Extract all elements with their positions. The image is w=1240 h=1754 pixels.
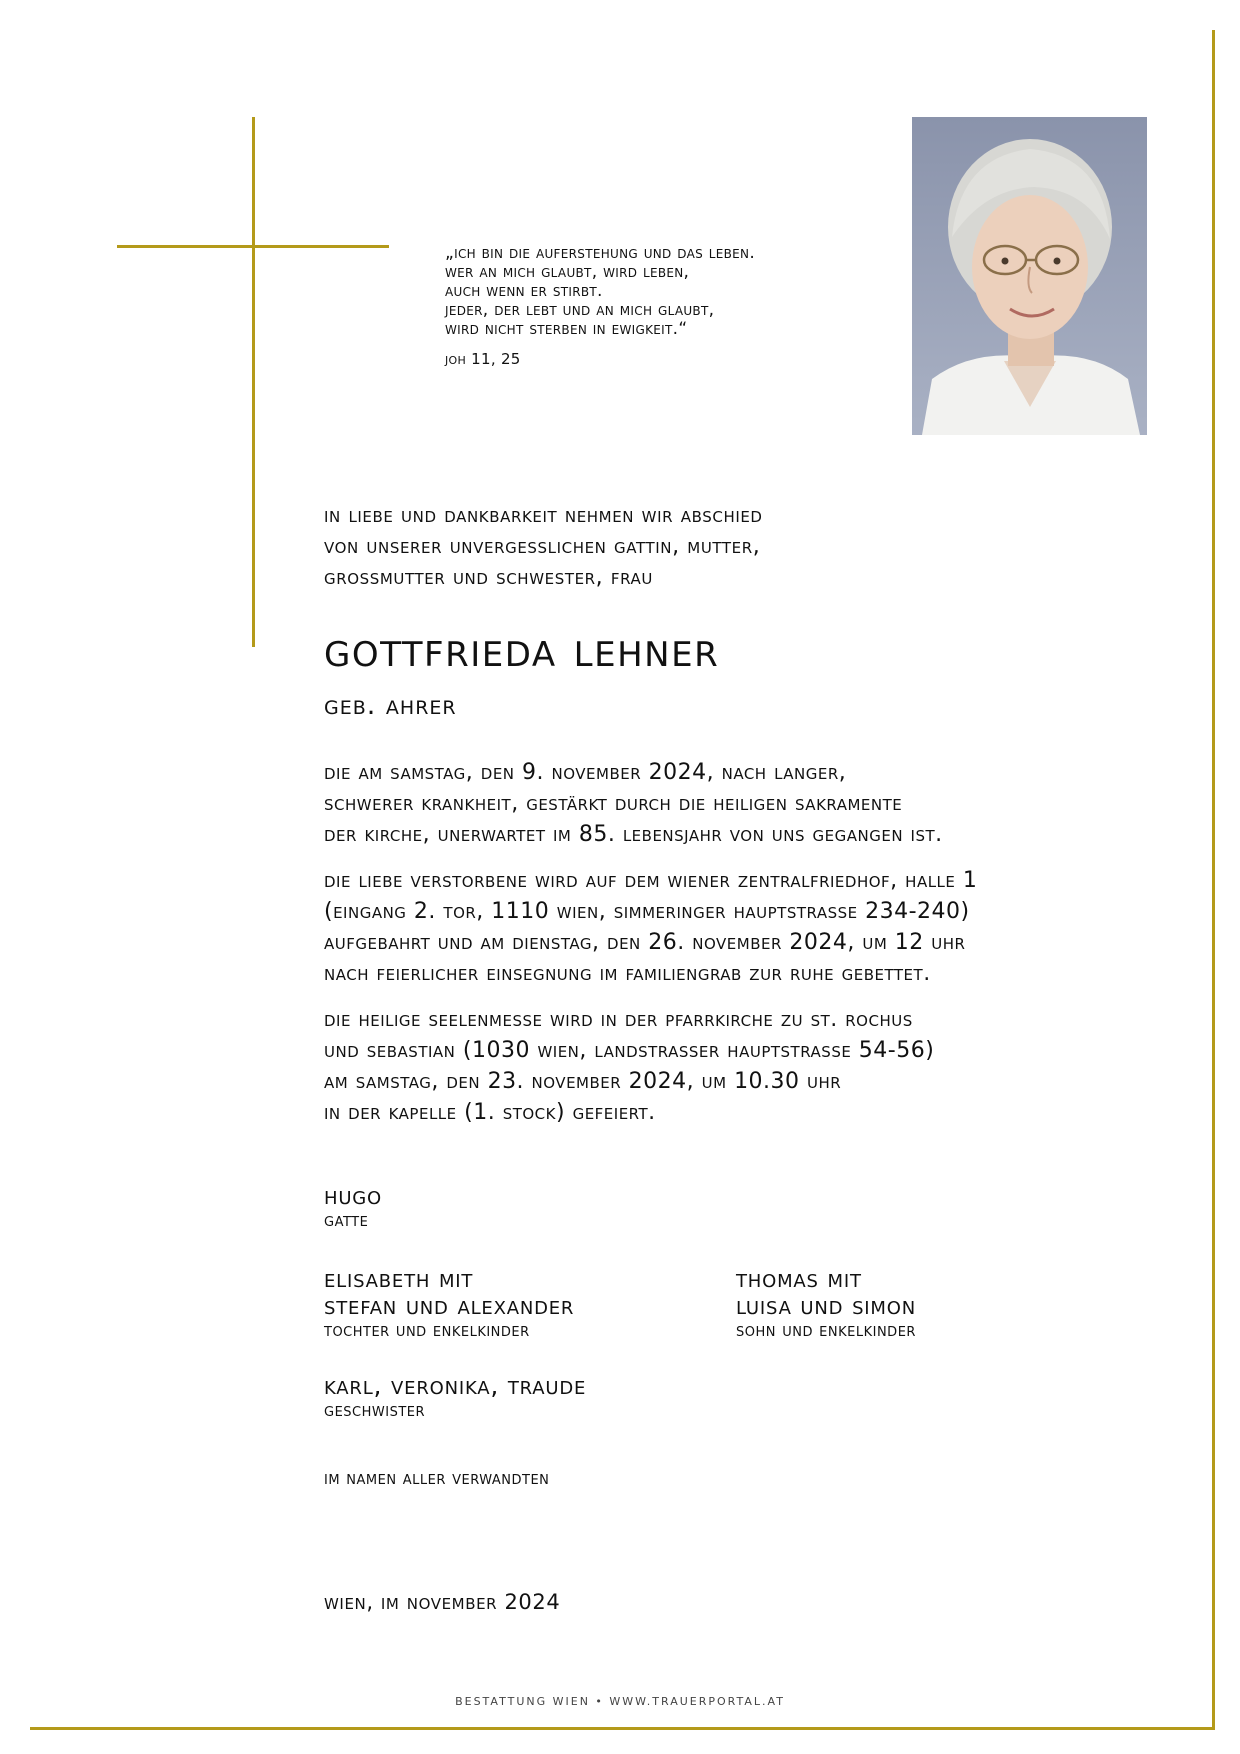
paragraph-line: der kirche, unerwartet im 85. lebensjahr von uns gegangen ist. xyxy=(324,822,943,847)
quote-reference: joh 11, 25 xyxy=(445,350,521,368)
mourner-relation: gatte xyxy=(324,1210,369,1231)
paragraph-line: (eingang 2. tor, 1110 wien, simmeringer hauptstrasse 234-240) xyxy=(324,899,970,924)
cross-vertical-bar xyxy=(252,117,255,647)
deceased-name: gottfrieda lehner xyxy=(324,621,720,678)
paragraph-line: in der kapelle (1. stock) gefeiert. xyxy=(324,1100,656,1125)
mourner-hugo xyxy=(324,1182,382,1233)
bible-quote xyxy=(445,244,865,339)
paragraph-line: die liebe verstorbene wird auf dem wiener zentralfriedhof, halle 1 xyxy=(324,868,978,893)
paragraph-line: schwerer krankheit, gestärkt durch die heiligen sakramente xyxy=(324,791,903,816)
mourner-name: elisabeth mit xyxy=(324,1264,474,1293)
cross-horizontal-bar xyxy=(117,245,389,248)
quote-line: auch wenn er stirbt. xyxy=(445,281,603,301)
maiden-name: geb. ahrer xyxy=(324,690,457,721)
mourner-relation: sohn und enkelkinder xyxy=(736,1320,916,1341)
mourner-karl xyxy=(324,1372,586,1423)
footer-credit: BESTATTUNG WIEN • WWW.TRAUERPORTAL.AT xyxy=(455,1695,785,1708)
frame-line-right xyxy=(1212,30,1215,1730)
mourner-name: karl, veronika, traude xyxy=(324,1371,587,1400)
intro-line: von unserer unvergesslichen gattin, mutter, xyxy=(324,534,761,559)
intro-line: grossmutter und schwester, frau xyxy=(324,565,653,590)
paragraph-line: die heilige seelenmesse wird in der pfarrkirche zu st. rochus xyxy=(324,1007,913,1032)
portrait-illustration xyxy=(912,117,1147,435)
paragraph-line: am samstag, den 23. november 2024, um 10.30 uhr xyxy=(324,1069,842,1094)
mourner-name: hugo xyxy=(324,1181,383,1210)
paragraph-line: die am samstag, den 9. november 2024, nach langer, xyxy=(324,760,847,785)
intro-line: in liebe und dankbarkeit nehmen wir abschied xyxy=(324,503,763,528)
frame-line-bottom xyxy=(30,1727,1215,1730)
mourner-relation: tochter und enkelkinder xyxy=(324,1320,530,1341)
funeral-paragraph xyxy=(324,865,1204,989)
place-date: wien, im november 2024 xyxy=(324,1590,561,1614)
portrait-photo xyxy=(912,117,1147,435)
mourner-name: stefan und alexander xyxy=(324,1291,575,1320)
closing-line: im namen aller verwandten xyxy=(324,1468,550,1489)
quote-line: „ich bin die auferstehung und das leben. xyxy=(445,243,756,263)
quote-line: jeder, der lebt und an mich glaubt, xyxy=(445,300,715,320)
paragraph-line: aufgebahrt und am dienstag, den 26. november 2024, um 12 uhr xyxy=(324,930,966,955)
mourner-thomas xyxy=(736,1265,916,1343)
mourner-name: thomas mit xyxy=(736,1264,862,1293)
paragraph-line: und sebastian (1030 wien, landstrasser hauptstrasse 54-56) xyxy=(324,1038,935,1063)
mourner-relation: geschwister xyxy=(324,1400,426,1421)
death-paragraph xyxy=(324,757,1204,850)
mourner-elisabeth xyxy=(324,1265,574,1343)
quote-line: wer an mich glaubt, wird leben, xyxy=(445,262,690,282)
intro-text xyxy=(324,500,1124,593)
mass-paragraph xyxy=(324,1004,1204,1128)
paragraph-line: nach feierlicher einsegnung im familiengrab zur ruhe gebettet. xyxy=(324,961,931,986)
mourner-name: luisa und simon xyxy=(736,1291,916,1320)
quote-line: wird nicht sterben in ewigkeit.“ xyxy=(445,319,688,339)
